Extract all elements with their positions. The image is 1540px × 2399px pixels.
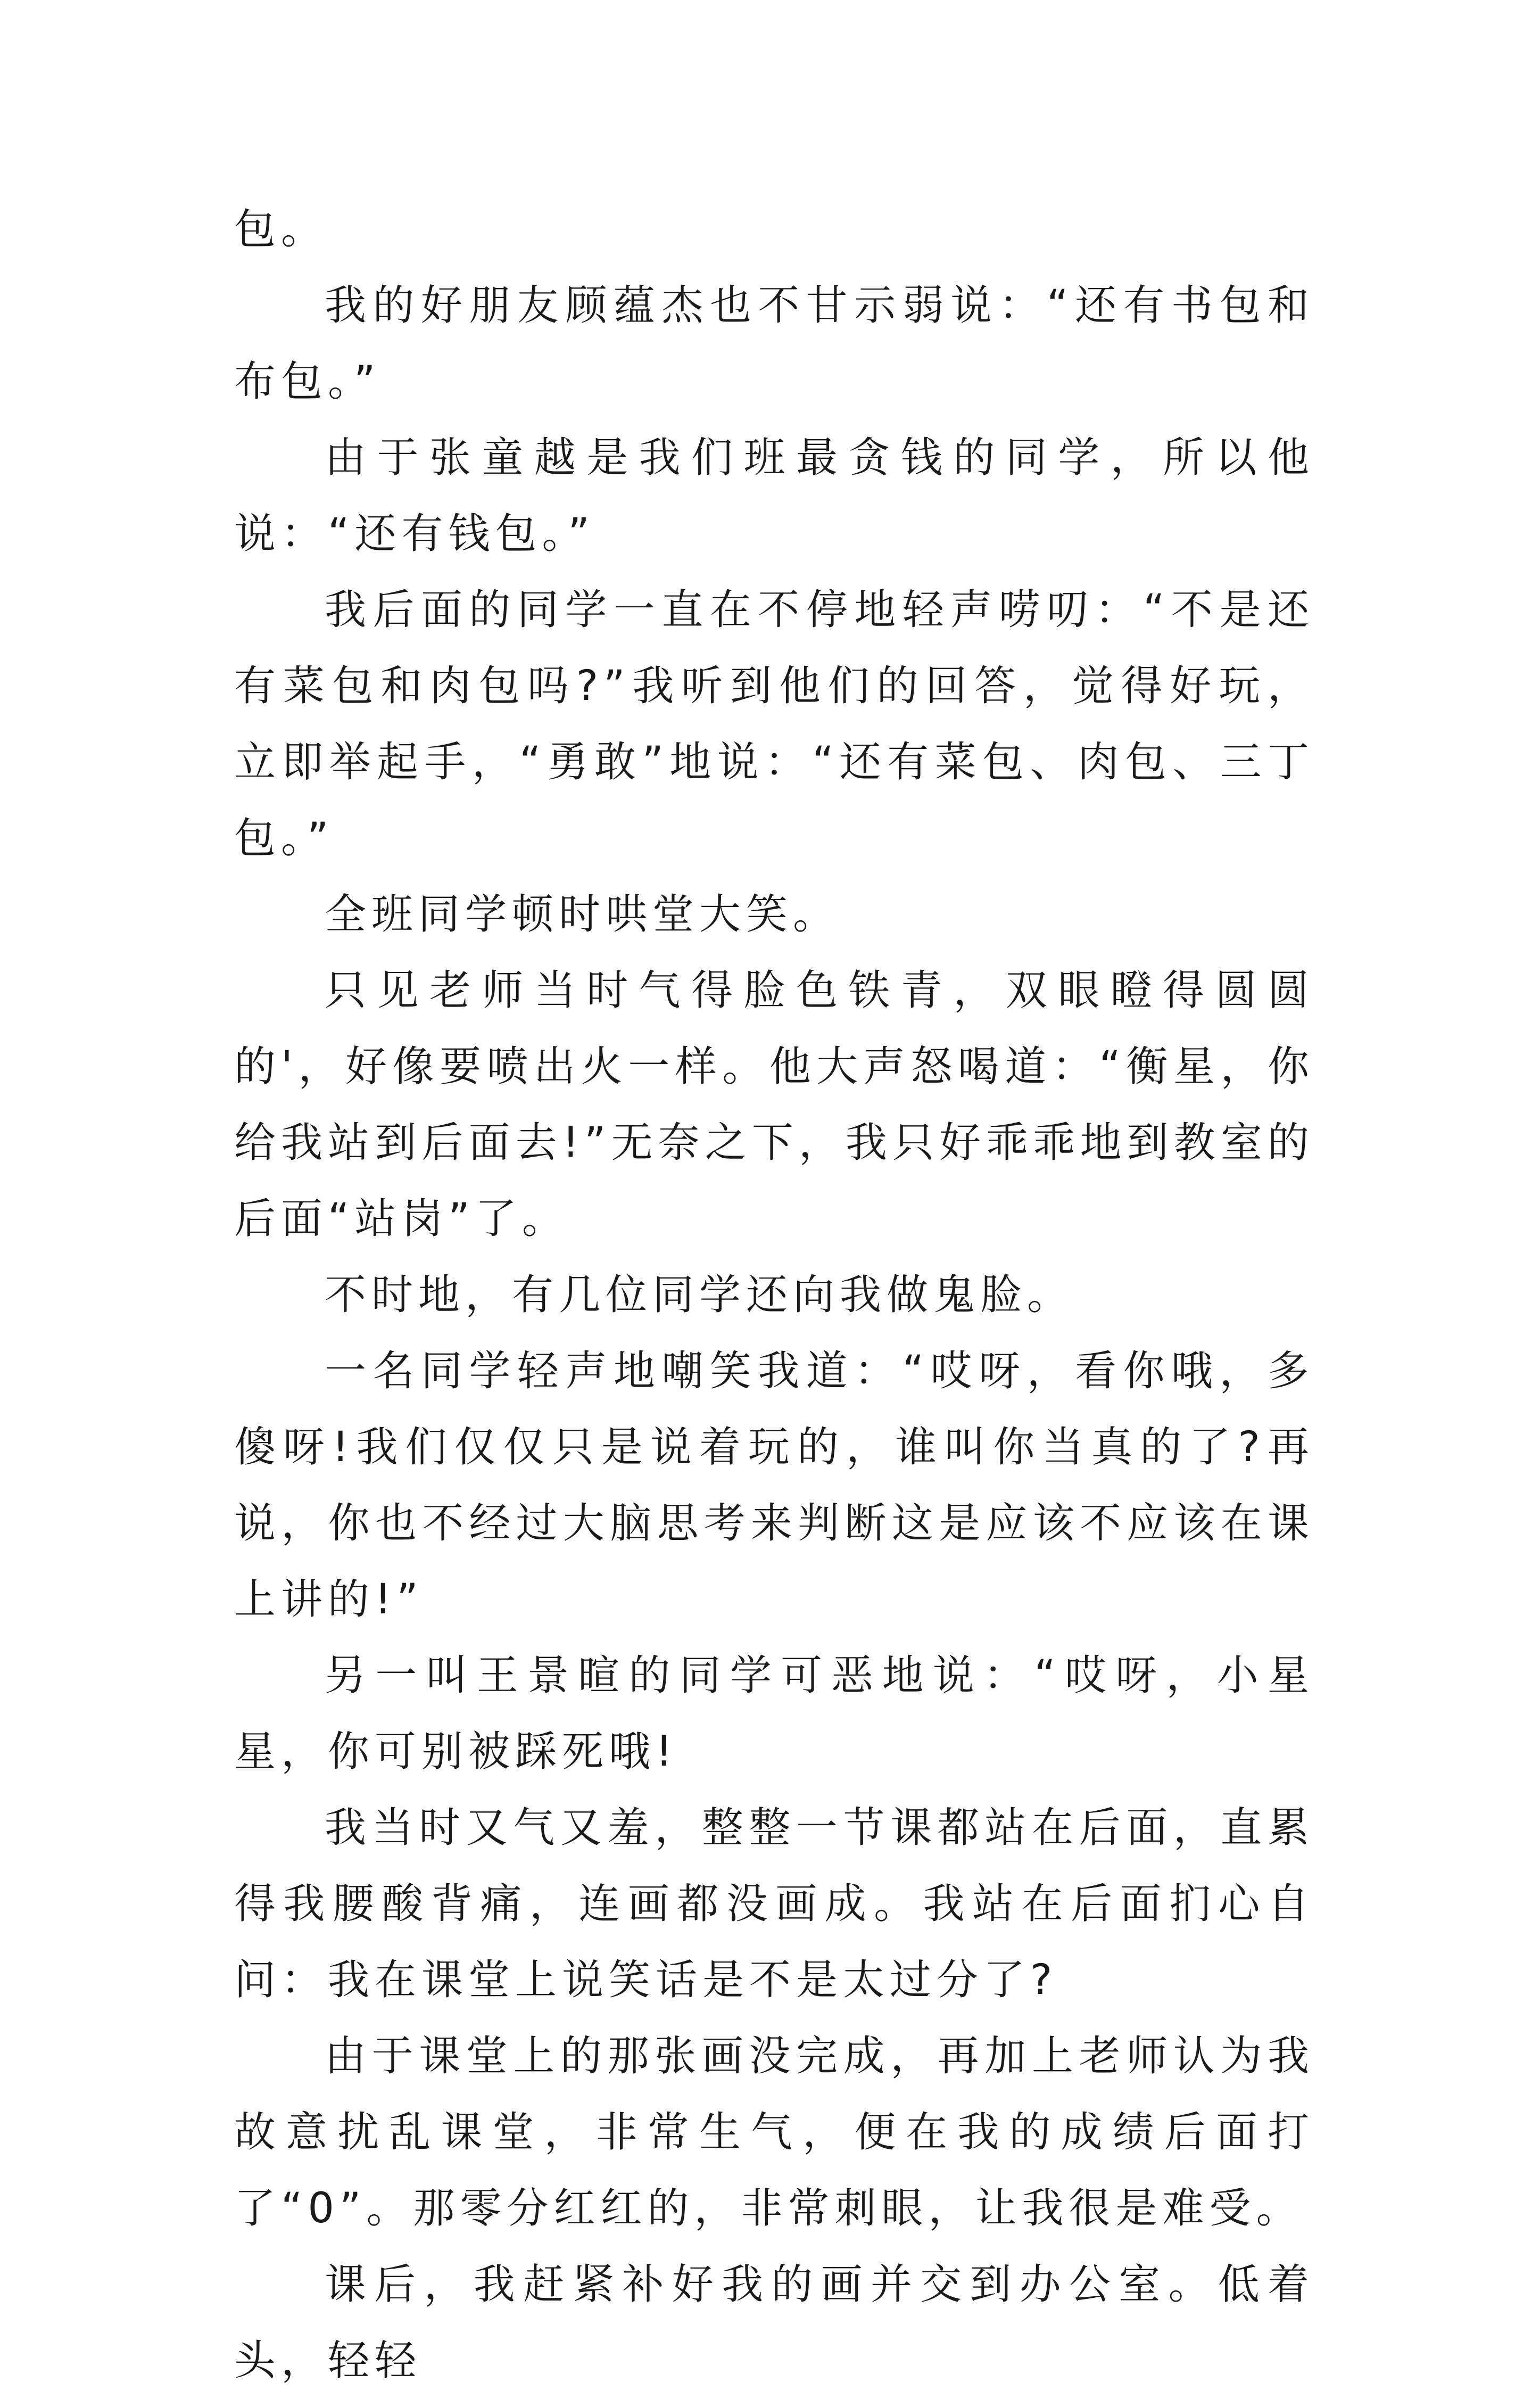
paragraph: 一名同学轻声地嘲笑我道：“哎呀，看你哦，多傻呀!我们仅仅只是说着玩的，谁叫你当真的了?再说，你也不经过大脑思考来判断这是应该不应该在课上讲的!” [234,1347,1314,1623]
paragraph: 课后，我赶紧补好我的画并交到办公室。低着头，轻轻 [234,2261,1314,2385]
paragraph: 我后面的同学一直在不停地轻声唠叨：“不是还有菜包和肉包吗?”我听到他们的回答，觉得好玩，立即举起手，“勇敢”地说：“还有菜包、肉包、三丁包。” [234,586,1314,862]
paragraph: 包。 [234,205,328,253]
paragraph: 不时地，有几位同学还向我做鬼脸。 [325,1271,1074,1319]
paragraph: 只见老师当时气得脸色铁青，双眼瞪得圆圆的'，好像要喷出火一样。他大声怒喝道：“衡星，你给我站到后面去!”无奈之下，我只好乖乖地到教室的后面“站岗”了。 [234,967,1314,1243]
paragraph: 全班同学顿时哄堂大笑。 [325,891,840,938]
paragraph: 我当时又气又羞，整整一节课都站在后面，直累得我腰酸背痛，连画都没画成。我站在后面扪心自问：我在课堂上说笑话是不是太过分了? [234,1804,1314,2004]
paragraph: 我的好朋友顾蕴杰也不甘示弱说：“还有书包和布包。” [234,282,1314,406]
paragraph: 由于课堂上的那张画没完成，再加上老师认为我故意扰乱课堂，非常生气，便在我的成绩后面打了“0”。那零分红红的，非常刺眼，让我很是难受。 [234,2032,1314,2232]
paragraph: 由于张童越是我们班最贪钱的同学，所以他说：“还有钱包。” [234,434,1314,558]
document-body [234,192,1314,2399]
paragraph: 另一叫王景暄的同学可恶地说：“哎呀，小星星，你可别被踩死哦! [234,1652,1314,1776]
